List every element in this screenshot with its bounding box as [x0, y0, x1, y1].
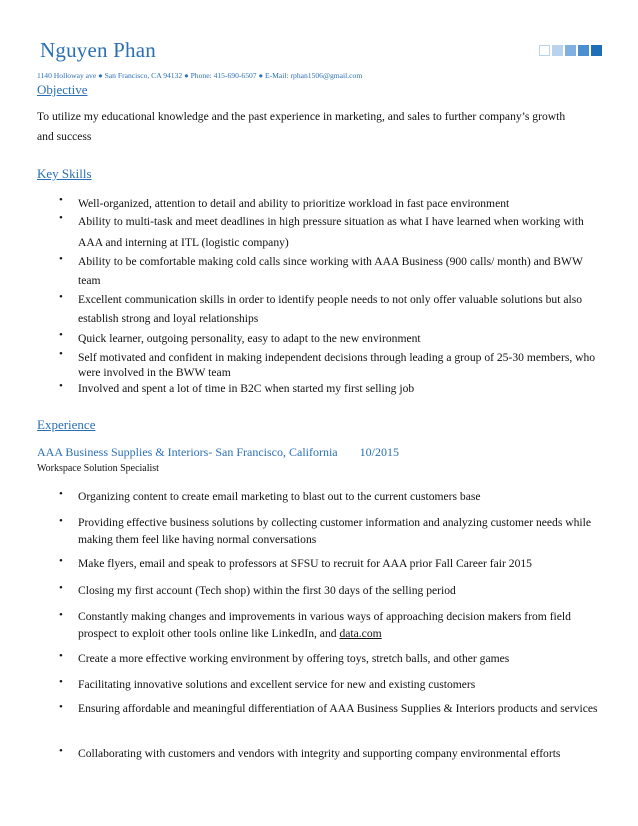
duty-text: Organizing content to create email marketing to blast out to the current customers base — [78, 490, 481, 503]
duty-text: Collaborating with customers and vendors with integrity and supporting company environmental efforts — [78, 747, 561, 760]
job-title-line — [37, 445, 399, 460]
duty-text: Closing my first account (Tech shop) within the first 30 days of the selling period — [78, 584, 456, 597]
bullet-icon: • — [59, 650, 63, 662]
objective-heading: Objective — [37, 82, 88, 97]
bullet-icon: • — [59, 291, 63, 303]
skill-text: Ability to be comfortable making cold calls since working with AAA Business (900 calls/ month) and BWW team — [78, 255, 583, 287]
duty-text-main: Constantly making changes and improvements in various ways of approaching decision makers from field prospect to exploit other tools online like LinkedIn, and — [78, 610, 571, 640]
bullet-icon: • — [59, 348, 63, 360]
skill-text: Involved and spent a lot of time in B2C when started my first selling job — [78, 382, 415, 395]
bullet-icon: • — [59, 676, 63, 688]
decor-square — [591, 45, 602, 56]
bullet-icon: • — [59, 582, 63, 594]
bullet-icon: • — [59, 380, 63, 392]
bullet-icon: • — [59, 745, 63, 757]
decor-square — [578, 45, 589, 56]
bullet-icon: • — [59, 609, 63, 621]
duty-text — [78, 608, 603, 642]
bullet-icon: • — [59, 194, 63, 206]
duty-text: Ensuring affordable and meaningful differentiation of AAA Business Supplies & Interiors products and services — [78, 702, 598, 715]
company-name: AAA Business Supplies & Interiors- San Francisco, California — [37, 445, 338, 459]
decor-square — [539, 45, 550, 56]
experience-heading: Experience — [37, 417, 96, 432]
duty-text: Make flyers, email and speak to professors at SFSU to recruit for AAA prior Fall Career fair 2015 — [78, 557, 532, 570]
bullet-icon: • — [59, 212, 63, 224]
data-com-link[interactable]: data.com — [339, 627, 382, 640]
skill-text: Excellent communication skills in order to identify people needs to not only offer valuable solutions but also establish strong and loyal relationships — [78, 293, 583, 325]
header-decoration — [539, 45, 602, 56]
contact-line: 1140 Holloway ave ● San Francisco, CA 94132 ● Phone: 415-690-6507 ● E-Mail: rphan1506@gmail.com — [37, 71, 363, 80]
bullet-icon: • — [59, 515, 63, 527]
bullet-icon: • — [59, 329, 63, 341]
decor-square — [565, 45, 576, 56]
decor-square — [552, 45, 563, 56]
resume-name: Nguyen Phan — [40, 38, 156, 62]
job-date: 10/2015 — [359, 445, 399, 459]
skill-text: Well-organized, attention to detail and ability to prioritize workload in fast pace environment — [78, 197, 510, 210]
skill-text: Ability to multi-task and meet deadlines in high pressure situation as what I have learned when working with AAA and interning at ITL (logistic company) — [78, 215, 584, 249]
objective-text: To utilize my educational knowledge and the past experience in marketing, and sales to further company’s growth and success — [37, 110, 566, 143]
skill-text: Quick learner, outgoing personality, easy to adapt to the new environment — [78, 332, 421, 345]
duty-text: Create a more effective working environment by offering toys, stretch balls, and other games — [78, 652, 510, 665]
skill-text: Self motivated and confident in making independent decisions through leading a group of 25-30 members, who were involved in the BWW team — [78, 351, 596, 379]
duty-text: Facilitating innovative solutions and excellent service for new and existing customers — [78, 678, 476, 691]
duty-text: Providing effective business solutions by collecting customer information and analyzing customer needs while making them feel like having normal conversations — [78, 516, 592, 546]
bullet-icon: • — [59, 555, 63, 567]
bullet-icon: • — [59, 701, 63, 713]
job-role: Workspace Solution Specialist — [37, 463, 159, 474]
key-skills-heading: Key Skills — [37, 166, 92, 181]
bullet-icon: • — [59, 488, 63, 500]
bullet-icon: • — [59, 253, 63, 265]
